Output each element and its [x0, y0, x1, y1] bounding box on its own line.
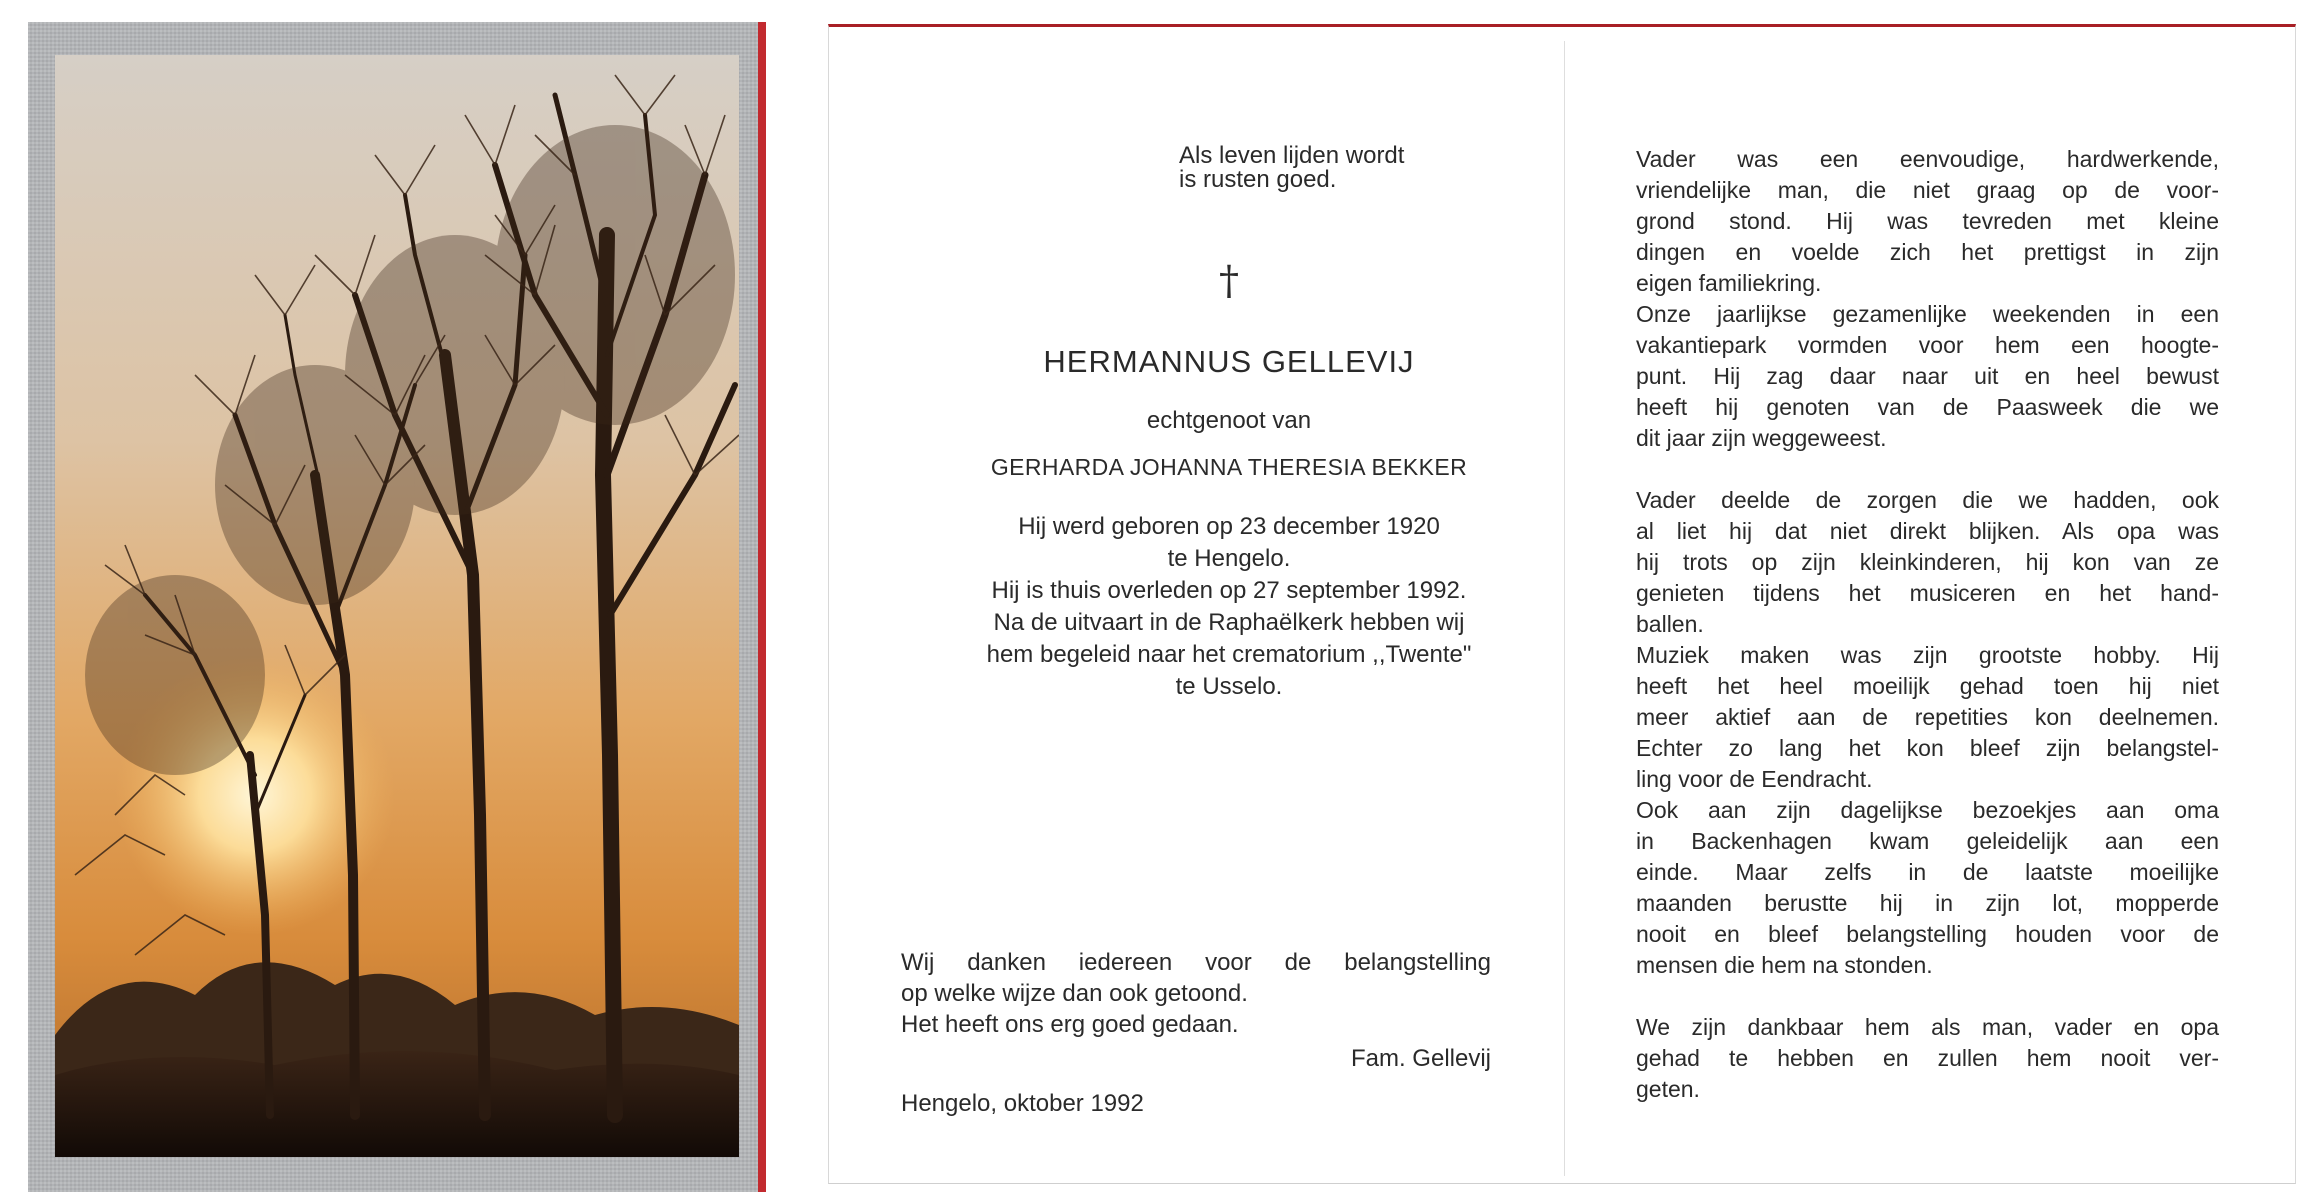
biography-line: te Usselo.: [1175, 673, 1283, 700]
eulogy-line: Ook aan zijn dagelijkse bezoekjes aan oma: [1636, 797, 2219, 823]
eulogy-line: meer aktief aan de repetities kon deelnemen.: [1636, 704, 2219, 730]
eulogy-line: nooit en bleef belangstelling houden voor de: [1636, 921, 2219, 947]
eulogy-line: dingen en voelde zich het prettigst in zijn: [1636, 239, 2219, 265]
memorial-card: [828, 24, 2296, 1184]
biography-line: Hij werd geboren op 23 december 1920: [1018, 513, 1440, 540]
eulogy-line: ling voor de Eendracht.: [1636, 766, 1873, 792]
biography-line: Na de uitvaart in de Raphaëlkerk hebben wij: [993, 609, 1465, 636]
eulogy-line: grond stond. Hij was tevreden met kleine: [1636, 208, 2219, 234]
eulogy-paragraph: [1636, 144, 2219, 299]
deceased-name: HERMANNUS GELLEVIJ: [1043, 344, 1415, 379]
eulogy-paragraph: [1636, 795, 2219, 981]
eulogy-line: maanden berustte hij in zijn lot, mopperde: [1636, 890, 2219, 916]
eulogy-line: Vader was een eenvoudige, hardwerkende,: [1636, 146, 2219, 172]
eulogy-line: Muziek maken was zijn grootste hobby. Hij: [1636, 642, 2219, 668]
relation-label: echtgenoot van: [1146, 407, 1312, 434]
eulogy-line: Echter zo lang het kon bleef zijn belangstel-: [1636, 735, 2219, 761]
spouse-name: GERHARDA JOHANNA THERESIA BEKKER: [990, 454, 1468, 480]
thanks-line: op welke wijze dan ook getoond.: [901, 980, 1248, 1007]
eulogy-line: geten.: [1636, 1076, 1700, 1102]
sunset-trees-photo-icon: [55, 55, 739, 1157]
cross-icon: †: [1219, 258, 1239, 304]
eulogy-line: mensen die hem na stonden.: [1636, 952, 1933, 978]
eulogy-paragraph: [1636, 299, 2219, 454]
eulogy-line: einde. Maar zelfs in de laatste moeilijke: [1636, 859, 2219, 885]
motto-line: is rusten goed.: [1179, 166, 1337, 193]
motto: [1179, 144, 1579, 192]
eulogy-text: [1636, 144, 2219, 1105]
motto-line: Als leven lijden wordt: [1179, 142, 1405, 169]
eulogy-line: heeft hij genoten van de Paasweek die we: [1636, 394, 2219, 420]
biography: [889, 511, 1569, 703]
eulogy-line: al liet hij dat niet direkt blijken. Als opa was: [1636, 518, 2219, 544]
eulogy-line: Onze jaarlijkse gezamenlijke weekenden in een: [1636, 301, 2219, 327]
eulogy-line: genieten tijdens het musiceren en het hand-: [1636, 580, 2219, 606]
eulogy-paragraph: [1636, 640, 2219, 795]
eulogy-paragraph: [1636, 1012, 2219, 1105]
family-signature: Fam. Gellevij: [1350, 1045, 1491, 1072]
eulogy-paragraph: [1636, 485, 2219, 640]
eulogy-line: We zijn dankbaar hem als man, vader en opa: [1636, 1014, 2219, 1040]
eulogy-line: punt. Hij zag daar naar uit en heel bewust: [1636, 363, 2219, 389]
biography-line: hem begeleid naar het crematorium ,,Twente": [986, 641, 1472, 668]
eulogy-line: gehad te hebben en zullen hem nooit ver-: [1636, 1045, 2219, 1071]
photo-card: [28, 22, 758, 1192]
eulogy-line: ballen.: [1636, 611, 1704, 637]
biography-line: te Hengelo.: [1167, 545, 1291, 572]
eulogy-line: vriendelijke man, die niet graag op de voor-: [1636, 177, 2219, 203]
eulogy-line: vakantiepark vormden voor hem een hoogte-: [1636, 332, 2219, 358]
eulogy-line: heeft het heel moeilijk gehad toen hij niet: [1636, 673, 2219, 699]
biography-line: Hij is thuis overleden op 27 september 1992.: [991, 577, 1467, 604]
place-date: Hengelo, oktober 1992: [901, 1090, 1144, 1117]
thanks-line: Het heeft ons erg goed gedaan.: [901, 1011, 1239, 1038]
sunset-trees-photo: [55, 55, 739, 1157]
thanks-note: [901, 947, 1491, 1040]
eulogy-line: in Backenhagen kwam geleidelijk aan een: [1636, 828, 2219, 854]
eulogy-line: Vader deelde de zorgen die we hadden, ook: [1636, 487, 2219, 513]
eulogy-line: dit jaar zijn weggeweest.: [1636, 425, 1887, 451]
eulogy-line: eigen familiekring.: [1636, 270, 1822, 296]
eulogy-line: hij trots op zijn kleinkinderen, hij kon van ze: [1636, 549, 2219, 575]
thanks-line: Wij danken iedereen voor de belangstelling: [901, 949, 1491, 976]
